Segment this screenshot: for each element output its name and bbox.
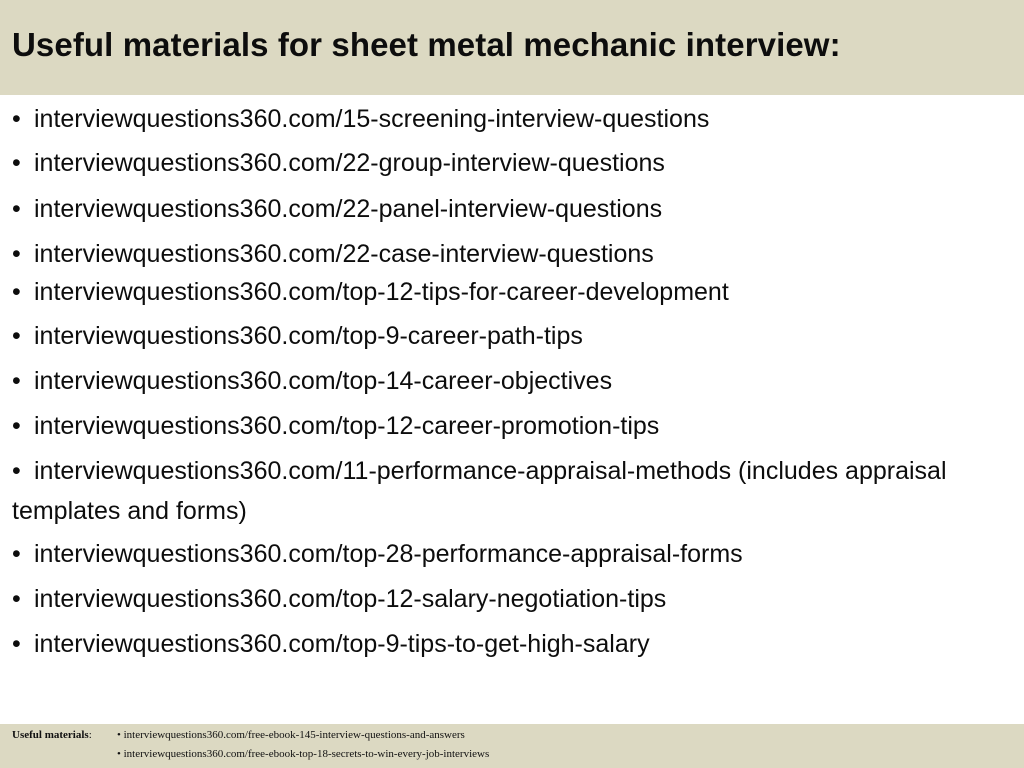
footer-label xyxy=(12,729,92,741)
bullet-icon: • xyxy=(12,195,21,223)
list-item-link[interactable]: interviewquestions360.com/11-performance-appraisal-methods (includes appraisal templates and forms) xyxy=(12,457,947,525)
bullet-icon: • xyxy=(12,149,21,177)
list-item-link[interactable]: interviewquestions360.com/22-panel-interview-questions xyxy=(34,195,663,223)
footer-link[interactable]: • interviewquestions360.com/free-ebook-145-interview-questions-and-answers xyxy=(117,729,465,741)
list-item-link[interactable]: interviewquestions360.com/top-14-career-objectives xyxy=(34,367,613,395)
list-item-link[interactable]: interviewquestions360.com/top-12-tips-for-career-development xyxy=(34,278,729,306)
footer-label-colon: : xyxy=(88,729,92,741)
list-item xyxy=(12,579,1012,619)
list-item-link[interactable]: interviewquestions360.com/22-group-interview-questions xyxy=(34,149,665,177)
list-item-link[interactable]: interviewquestions360.com/22-case-interview-questions xyxy=(34,240,654,268)
list-item xyxy=(12,272,1012,312)
list-item-link[interactable]: interviewquestions360.com/top-12-salary-negotiation-tips xyxy=(34,585,667,613)
bullet-icon: • xyxy=(12,322,21,350)
list-item xyxy=(12,316,1012,356)
list-item xyxy=(12,534,1012,574)
footer-label-text: Useful materials xyxy=(12,729,89,741)
list-item xyxy=(12,99,1012,139)
footer-bar xyxy=(0,724,1024,768)
list-item xyxy=(12,143,1012,183)
list-item xyxy=(12,451,1012,531)
list-item xyxy=(12,234,1012,274)
list-item xyxy=(12,361,1012,401)
bullet-icon: • xyxy=(12,278,21,306)
footer-link[interactable]: • interviewquestions360.com/free-ebook-top-18-secrets-to-win-every-job-interviews xyxy=(117,748,490,760)
list-item-link[interactable]: interviewquestions360.com/top-9-career-path-tips xyxy=(34,322,583,350)
list-item xyxy=(12,189,1012,229)
bullet-icon: • xyxy=(12,540,21,568)
bullet-icon: • xyxy=(12,457,21,485)
list-item xyxy=(12,406,1012,446)
bullet-icon: • xyxy=(12,630,21,658)
list-item-link[interactable]: interviewquestions360.com/15-screening-interview-questions xyxy=(34,105,710,133)
list-item-link[interactable]: interviewquestions360.com/top-9-tips-to-get-high-salary xyxy=(34,630,650,658)
title-bar xyxy=(0,0,1024,95)
list-item-link[interactable]: interviewquestions360.com/top-12-career-promotion-tips xyxy=(34,412,660,440)
bullet-icon: • xyxy=(12,240,21,268)
slide-title: Useful materials for sheet metal mechanic interview: xyxy=(12,26,841,63)
list-item xyxy=(12,624,1012,664)
list-item-link[interactable]: interviewquestions360.com/top-28-performance-appraisal-forms xyxy=(34,540,743,568)
bullet-icon: • xyxy=(12,585,21,613)
bullet-icon: • xyxy=(12,412,21,440)
bullet-icon: • xyxy=(12,105,21,133)
bullet-icon: • xyxy=(12,367,21,395)
